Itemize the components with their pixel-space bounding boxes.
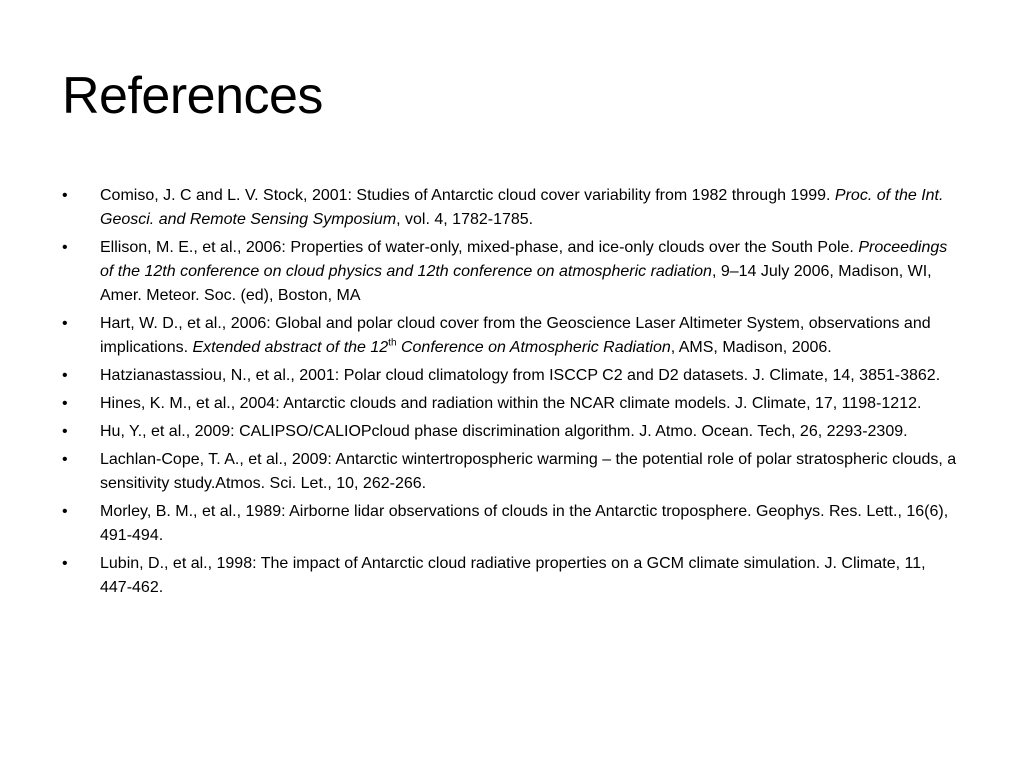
reference-details: , 9–14 July 2006, Madison, WI, Amer. Meteor. Soc. (ed), Boston, MA [100, 263, 932, 304]
reference-text: Ellison, M. E., et al., 2006: Properties of water-only, mixed-phase, and ice-only clouds over the South Pole. [100, 239, 859, 256]
reference-source: Proc. of the Int. Geosci. and Remote Sensing Symposium [100, 187, 944, 228]
reference-text: Lubin, D., et al., 1998: The impact of Antarctic cloud radiative properties on a GCM climate simulation. J. Climate, 11, 447-462. [100, 555, 926, 596]
bullet-icon: • [62, 555, 68, 572]
reference-item-hu [62, 420, 962, 444]
bullet-icon: • [62, 395, 68, 412]
reference-text: Hatzianastassiou, N., et al., 2001: Polar cloud climatology from ISCCP C2 and D2 datasets. J. Climate, 14, 3851-3862. [100, 367, 941, 384]
bullet-icon: • [62, 451, 68, 468]
reference-item-lachlan-cope [62, 448, 962, 496]
reference-details: , AMS, Madison, 2006. [670, 339, 832, 356]
page-title: References [62, 67, 323, 125]
bullet-icon: • [62, 315, 68, 332]
reference-item-comiso [62, 184, 962, 232]
reference-list [62, 184, 962, 604]
reference-item-ellison [62, 236, 962, 308]
bullet-icon: • [62, 367, 68, 384]
reference-text: Lachlan-Cope, T. A., et al., 2009: Antarctic wintertropospheric warming – the potential role of polar stratospheric clouds, a sensitivity study.Atmos. Sci. Let., 10, 262-266. [100, 451, 957, 492]
bullet-icon: • [62, 239, 68, 256]
reference-text: Hart, W. D., et al., 2006: Global and polar cloud cover from the Geoscience Laser Altimeter System, observations and implications. [100, 315, 931, 356]
bullet-icon: • [62, 503, 68, 520]
bullet-icon: • [62, 423, 68, 440]
reference-item-lubin [62, 552, 962, 600]
reference-text: Hu, Y., et al., 2009: CALIPSO/CALIOPcloud phase discrimination algorithm. J. Atmo. Ocean. Tech, 26, 2293-2309. [100, 423, 908, 440]
reference-source: Extended abstract of the 12 [192, 339, 389, 356]
reference-source-cont: Conference on Atmospheric Radiation [396, 339, 671, 356]
reference-item-hart [62, 312, 962, 360]
reference-text: Comiso, J. C and L. V. Stock, 2001: Studies of Antarctic cloud cover variability from 1982 through 1999. [100, 187, 835, 204]
reference-text: Hines, K. M., et al., 2004: Antarctic clouds and radiation within the NCAR climate models. J. Climate, 17, 1198-1212. [100, 395, 922, 412]
reference-item-hines [62, 392, 962, 416]
reference-item-morley [62, 500, 962, 548]
reference-item-hatzianastassiou [62, 364, 962, 388]
reference-text: Morley, B. M., et al., 1989: Airborne lidar observations of clouds in the Antarctic troposphere. Geophys. Res. Lett., 16(6), 491-494. [100, 503, 949, 544]
bullet-icon: • [62, 187, 68, 204]
reference-source: Proceedings of the 12th conference on cloud physics and 12th conference on atmospheric radiation [100, 239, 948, 280]
reference-superscript: th [388, 337, 397, 349]
reference-details: , vol. 4, 1782-1785. [396, 211, 534, 228]
